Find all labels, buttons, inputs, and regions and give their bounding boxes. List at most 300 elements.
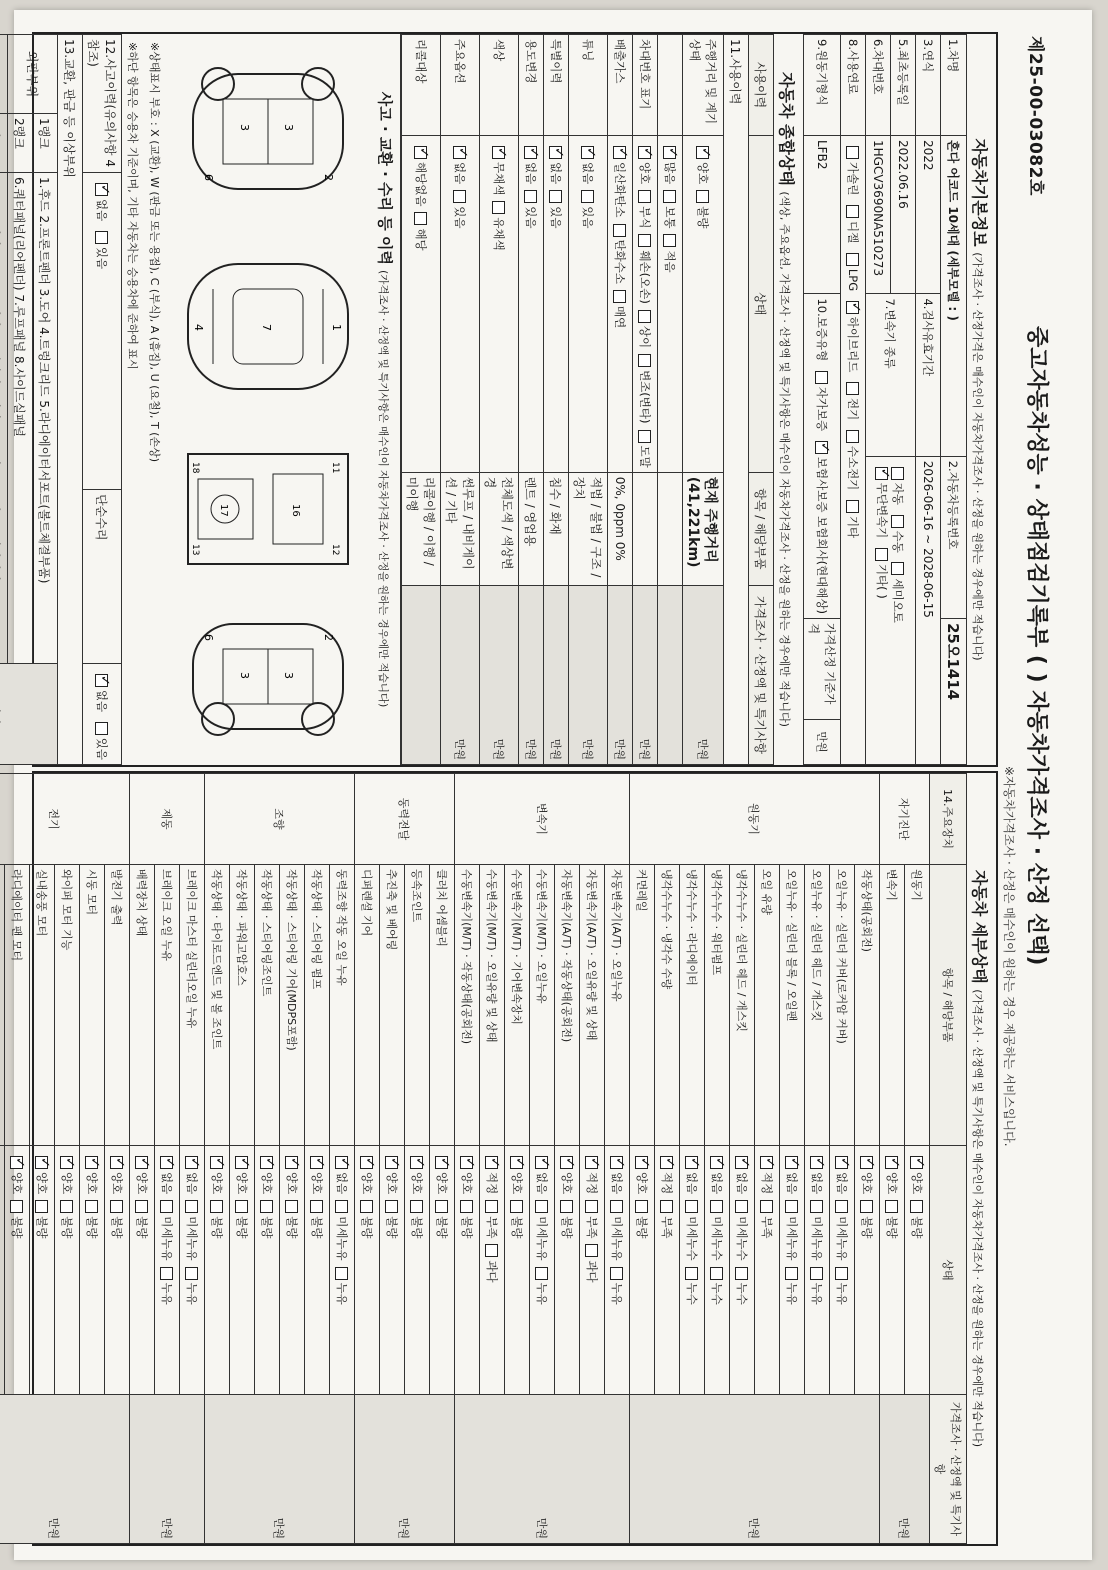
svg-text:6: 6 [202, 174, 215, 181]
overall-row [544, 35, 569, 765]
status-option-label: 미세누유 [810, 1216, 824, 1261]
detail-status [755, 1146, 780, 1395]
overall-row [402, 35, 441, 765]
status-checkbox[interactable] [414, 146, 427, 159]
status-checkbox[interactable] [885, 1200, 898, 1213]
status-checkbox[interactable] [360, 1200, 373, 1213]
overall-row-status [544, 136, 569, 473]
status-option-label: 미세누유 [785, 1216, 799, 1261]
overall-col-item: 사용이력 [749, 35, 774, 136]
detail-item: 오일누유 · 실린더 헤드 / 개스킷 [805, 865, 830, 1146]
status-checkbox[interactable] [860, 1200, 873, 1213]
status-checkbox[interactable] [663, 146, 676, 159]
basic-info-table [803, 34, 967, 765]
status-checkbox[interactable] [585, 1156, 598, 1169]
checkbox-accident-yes[interactable] [95, 231, 108, 244]
detail-status [405, 1146, 430, 1395]
fuel-label: 8.사용연료 [841, 35, 866, 136]
legend-note: ※하단 항목은 승용차 기준이며, 기타 자동차는 승용차에 준하여 표시 [126, 42, 139, 370]
status-option-label: 없음 [549, 162, 563, 185]
status-checkbox[interactable] [685, 1267, 698, 1280]
status-checkbox[interactable] [385, 1156, 398, 1169]
status-checkbox[interactable] [549, 146, 562, 159]
status-checkbox[interactable] [524, 190, 537, 203]
status-option-label: 적정 [585, 1172, 599, 1195]
detail-unit: 만원 [630, 1395, 880, 1544]
status-checkbox[interactable] [760, 1200, 773, 1213]
svg-text:11: 11 [330, 462, 340, 474]
status-option-label: 누수 [710, 1282, 724, 1305]
status-checkbox[interactable] [110, 1156, 123, 1169]
overall-row-label: 주요옵션 [441, 35, 480, 136]
detail-item: 오일누유 · 실린더 블록 / 오일팬 [780, 865, 805, 1146]
status-checkbox[interactable] [735, 1156, 748, 1169]
status-option-label: 불량 [285, 1216, 299, 1239]
detail-unit: 만원 [455, 1395, 630, 1544]
first-reg-value: 2022.06.16 [891, 136, 916, 294]
status-checkbox[interactable] [285, 1200, 298, 1213]
checkbox-manual[interactable] [892, 515, 905, 528]
overall-row-status [569, 136, 608, 473]
legend-symbols: ※상태표시 부호 : X (교환), W (판금 또는 용접), C (부식), A (흠집), U (요철), T (손상) [148, 42, 161, 463]
status-checkbox[interactable] [210, 1156, 223, 1169]
status-checkbox[interactable] [160, 1156, 173, 1169]
status-option-label: 누유 [835, 1282, 849, 1305]
status-checkbox[interactable] [260, 1156, 273, 1169]
detail-item: 배력장치 상태 [130, 865, 155, 1146]
status-checkbox[interactable] [560, 1200, 573, 1213]
status-option-label: 미세누유 [335, 1216, 349, 1261]
status-checkbox[interactable] [85, 1156, 98, 1169]
status-checkbox[interactable] [810, 1200, 823, 1213]
status-option-label: 양호 [285, 1172, 299, 1195]
status-checkbox[interactable] [585, 1244, 598, 1257]
status-checkbox[interactable] [581, 146, 594, 159]
detail-status [305, 1146, 330, 1395]
trans-options: 자동 수동 세미오토 ✓무단변속기 기타( ) [866, 456, 916, 764]
status-option-label: 누유 [535, 1282, 549, 1305]
checkbox-cvt[interactable] [876, 467, 889, 480]
overall-row-unit: 만원 [608, 586, 633, 765]
status-option-label: 불량 [235, 1216, 249, 1239]
status-checkbox[interactable] [885, 1156, 898, 1169]
fuel-options: 가솔린 디젤 LPG ✓하이브리드 전기 수소전기 기타 [841, 136, 866, 765]
year-value: 2022 [916, 136, 941, 294]
overall-row-unit: 만원 [441, 586, 480, 765]
accident-table [0, 34, 122, 765]
status-checkbox[interactable] [610, 1200, 623, 1213]
status-checkbox[interactable] [460, 1156, 473, 1169]
status-checkbox[interactable] [638, 430, 651, 443]
detail-status [180, 1146, 205, 1395]
status-checkbox[interactable] [660, 1156, 673, 1169]
status-checkbox[interactable] [613, 224, 626, 237]
detail-item: 수동변속기(M/T) · 오일유량 및 상태 [480, 865, 505, 1146]
status-option-label: 불량 [560, 1216, 574, 1239]
status-checkbox[interactable] [696, 190, 709, 203]
status-checkbox[interactable] [581, 190, 594, 203]
left-panel [12, 32, 998, 767]
year-label: 3.연식 [916, 35, 941, 136]
overall-row-label: 차대번호 표기 [633, 35, 658, 136]
detail-status [230, 1146, 255, 1395]
period-label: 4.검사유효기간 [916, 294, 941, 456]
status-checkbox[interactable] [810, 1267, 823, 1280]
detail-status [680, 1146, 705, 1395]
status-option-label: 양호 [310, 1172, 324, 1195]
overall-row-detail [658, 472, 683, 585]
status-checkbox[interactable] [710, 1200, 723, 1213]
status-option-label: 불량 [210, 1216, 224, 1239]
overall-rows [402, 35, 749, 765]
overall-row-unit: 만원 [633, 586, 658, 765]
status-option-label: 양호 [510, 1172, 524, 1195]
checkbox-semiauto[interactable] [892, 562, 905, 575]
status-checkbox[interactable] [492, 146, 505, 159]
status-checkbox[interactable] [485, 1156, 498, 1169]
svg-text:3: 3 [282, 672, 295, 679]
status-checkbox[interactable] [453, 146, 466, 159]
rankA-label [0, 114, 8, 173]
status-checkbox[interactable] [135, 1200, 148, 1213]
status-checkbox[interactable] [435, 1156, 448, 1169]
status-checkbox[interactable] [524, 146, 537, 159]
detail-item: 동력조향 작동 오일 누유 [330, 865, 355, 1146]
status-checkbox[interactable] [910, 1156, 923, 1169]
detail-item [0, 865, 5, 1146]
status-option-label: 없음 [685, 1172, 699, 1195]
detail-item: 수동변속기(M/T) · 작동상태(공회전) [455, 865, 480, 1146]
status-checkbox[interactable] [635, 1156, 648, 1169]
car-side-left-diagram [173, 44, 363, 219]
status-option-label: 불량 [860, 1216, 874, 1239]
overall-row-status [633, 136, 658, 473]
status-checkbox[interactable] [414, 212, 427, 225]
status-checkbox[interactable] [235, 1156, 248, 1169]
status-checkbox[interactable] [260, 1200, 273, 1213]
status-checkbox[interactable] [185, 1267, 198, 1280]
status-checkbox[interactable] [360, 1156, 373, 1169]
status-option-label: 불량 [85, 1216, 99, 1239]
status-option-label: 누수 [735, 1282, 749, 1305]
status-checkbox[interactable] [453, 190, 466, 203]
status-option-label: 없음 [581, 162, 595, 185]
status-checkbox[interactable] [485, 1244, 498, 1257]
status-checkbox[interactable] [235, 1200, 248, 1213]
status-checkbox[interactable] [210, 1200, 223, 1213]
status-option-label: 양호 [60, 1172, 74, 1195]
status-checkbox[interactable] [285, 1156, 298, 1169]
status-checkbox[interactable] [135, 1156, 148, 1169]
status-checkbox[interactable] [160, 1267, 173, 1280]
svg-text:16: 16 [290, 504, 301, 517]
status-checkbox[interactable] [835, 1200, 848, 1213]
status-option-label: 누유 [610, 1282, 624, 1305]
status-checkbox[interactable] [663, 190, 676, 203]
overall-row-status [519, 136, 544, 473]
status-checkbox[interactable] [185, 1156, 198, 1169]
status-option-label: 부족 [760, 1216, 774, 1239]
status-checkbox[interactable] [638, 234, 651, 247]
status-checkbox[interactable] [335, 1156, 348, 1169]
status-checkbox[interactable] [60, 1156, 73, 1169]
detail-status [0, 1146, 5, 1395]
rank2-items: 6.쿼터패널(리어펜더) 7.루프패널 8.사이드실패널 [8, 173, 33, 664]
overall-row-detail: 0%, 0ppm 0% [608, 472, 633, 585]
simple-repair-options: ✓없음 있음 [83, 663, 122, 764]
detail-status [205, 1146, 230, 1395]
status-option-label: 양호 [235, 1172, 249, 1195]
status-option-label: 불량 [910, 1216, 924, 1239]
rank1-label: 1랭크 [33, 114, 58, 173]
vin-label: 6.차대번호 [866, 35, 891, 136]
status-checkbox[interactable] [510, 1200, 523, 1213]
checkbox-self-warranty[interactable] [815, 371, 828, 384]
status-checkbox[interactable] [735, 1200, 748, 1213]
status-checkbox[interactable] [610, 1267, 623, 1280]
overall-col-price: 가격조사 · 산정액 및 특기사항 [749, 586, 774, 765]
status-checkbox[interactable] [610, 1156, 623, 1169]
detail-row [330, 774, 355, 1544]
detail-item: 라디에이터 팬 모터 [5, 865, 30, 1146]
status-checkbox[interactable] [85, 1200, 98, 1213]
status-checkbox[interactable] [638, 146, 651, 159]
status-checkbox[interactable] [613, 290, 626, 303]
detail-item: 등속조인트 [405, 865, 430, 1146]
document-title: 중고자동차성능 · 상태점검기록부 ( ) 자동차가격조사 · 산정 선택) [1024, 326, 1049, 966]
checkbox-trans-other[interactable] [876, 548, 889, 561]
status-checkbox[interactable] [335, 1200, 348, 1213]
status-checkbox[interactable] [535, 1156, 548, 1169]
status-checkbox[interactable] [35, 1200, 48, 1213]
checkbox-hybrid[interactable] [846, 301, 859, 314]
detail-item: 자동변속기(A/T) · 작동상태(공회전) [555, 865, 580, 1146]
detail-col-main: 14.주요장치 [930, 774, 967, 865]
status-option-label: 불량 [460, 1216, 474, 1239]
checkbox-auto[interactable] [892, 467, 905, 480]
detail-row [105, 774, 130, 1544]
status-checkbox[interactable] [310, 1156, 323, 1169]
status-checkbox[interactable] [585, 1200, 598, 1213]
status-option-label: 적음 [663, 250, 677, 273]
status-checkbox[interactable] [310, 1200, 323, 1213]
status-checkbox[interactable] [785, 1156, 798, 1169]
price-unit: 만원 [804, 720, 841, 765]
status-checkbox[interactable] [60, 1200, 73, 1213]
status-option-label: 불량 [385, 1216, 399, 1239]
inspection-paper [10, 10, 1092, 1560]
checkbox-gasoline[interactable] [846, 146, 859, 159]
detail-status [480, 1146, 505, 1395]
checkbox-insurance-warranty[interactable] [815, 441, 828, 454]
status-option-label: 불량 [110, 1216, 124, 1239]
detail-status [655, 1146, 680, 1395]
detail-unit: 만원 [0, 1395, 130, 1544]
checkbox-simple-yes[interactable] [95, 722, 108, 735]
status-option-label: 양호 [638, 162, 652, 185]
checkbox-diesel[interactable] [846, 205, 859, 218]
status-checkbox[interactable] [335, 1267, 348, 1280]
detail-item: 변속기 [880, 865, 905, 1146]
overall-row-unit [658, 586, 683, 765]
status-option-label: 불량 [35, 1216, 49, 1239]
status-checkbox[interactable] [635, 1200, 648, 1213]
status-checkbox[interactable] [385, 1200, 398, 1213]
status-option-label: 많음 [663, 162, 677, 185]
detail-item: 원동기 [905, 865, 930, 1146]
status-checkbox[interactable] [492, 201, 505, 214]
svg-text:4: 4 [192, 324, 205, 331]
status-checkbox[interactable] [685, 1200, 698, 1213]
status-option-label: 양호 [260, 1172, 274, 1195]
warranty-options: 10.보증유형 자가보증 ✓보험사보증 보험회사(현대해상) [804, 294, 841, 619]
status-checkbox[interactable] [835, 1156, 848, 1169]
svg-text:18: 18 [190, 462, 200, 474]
status-checkbox[interactable] [685, 1156, 698, 1169]
reg-value: 25오1414 [941, 619, 967, 765]
status-checkbox[interactable] [110, 1200, 123, 1213]
status-option-label: 양호 [110, 1172, 124, 1195]
status-checkbox[interactable] [35, 1156, 48, 1169]
detail-status [905, 1146, 930, 1395]
status-checkbox[interactable] [410, 1200, 423, 1213]
status-option-label: 일산화탄소 [613, 162, 627, 218]
status-checkbox[interactable] [10, 1200, 23, 1213]
status-option-label: 없음 [835, 1172, 849, 1195]
status-checkbox[interactable] [10, 1156, 23, 1169]
status-option-label: 부족 [485, 1216, 499, 1239]
status-checkbox[interactable] [810, 1156, 823, 1169]
overall-title: 자동차 종합상태 (색상, 주요옵션, 가격조사 · 산정액 및 특기사항은 매수인이 자동차가격조사 · 산정을 원하는 경우에만 적습니다) [777, 72, 796, 727]
status-option-label: 불량 [360, 1216, 374, 1239]
detail-row [605, 774, 630, 1544]
status-checkbox[interactable] [663, 234, 676, 247]
status-checkbox[interactable] [910, 1200, 923, 1213]
status-option-label: 있음 [524, 206, 538, 229]
status-checkbox[interactable] [735, 1267, 748, 1280]
detail-item: 자동변속기(A/T) · 오일유량 및 상태 [580, 865, 605, 1146]
status-option-label: 불량 [435, 1216, 449, 1239]
status-option-label: 양호 [435, 1172, 449, 1195]
status-checkbox[interactable] [160, 1200, 173, 1213]
detail-item: 자동변속기(A/T) · 오일누유 [605, 865, 630, 1146]
detail-item: 발전기 출력 [105, 865, 130, 1146]
status-checkbox[interactable] [613, 146, 626, 159]
status-checkbox[interactable] [860, 1156, 873, 1169]
status-checkbox[interactable] [560, 1156, 573, 1169]
detail-item: 브레이크 마스터 실린더오일 누유 [180, 865, 205, 1146]
status-checkbox[interactable] [638, 190, 651, 203]
status-checkbox[interactable] [710, 1267, 723, 1280]
overall-row-status [658, 136, 683, 473]
status-checkbox[interactable] [185, 1200, 198, 1213]
checkbox-electric[interactable] [846, 382, 859, 395]
checkbox-simple-none[interactable] [95, 674, 108, 687]
detail-item: 작동상태 · 스티어링조인트 [255, 865, 280, 1146]
checkbox-lpg[interactable] [846, 253, 859, 266]
detail-row [855, 774, 880, 1544]
status-checkbox[interactable] [410, 1156, 423, 1169]
overall-row [658, 35, 683, 765]
checkbox-accident-none[interactable] [95, 183, 108, 196]
detail-status [630, 1146, 655, 1395]
status-option-label: 양호 [360, 1172, 374, 1195]
status-option-label: 있음 [581, 206, 595, 229]
overall-row-label: 색상 [480, 35, 519, 136]
status-option-label: 불량 [310, 1216, 324, 1239]
checkbox-fuel-other[interactable] [846, 500, 859, 513]
detail-device: 제동 [130, 774, 205, 865]
status-checkbox[interactable] [638, 354, 651, 367]
car-frame-diagram [173, 434, 363, 584]
detail-device: 동력전달 [355, 774, 455, 865]
status-checkbox[interactable] [535, 1267, 548, 1280]
status-option-label: 부족 [660, 1216, 674, 1239]
overall-row-unit: 만원 [569, 586, 608, 765]
status-checkbox[interactable] [696, 146, 709, 159]
status-option-label: 없음 [735, 1172, 749, 1195]
detail-row [905, 774, 930, 1544]
status-option-label: 불량 [135, 1216, 149, 1239]
status-checkbox[interactable] [435, 1200, 448, 1213]
detail-status [880, 1146, 905, 1395]
svg-text:12: 12 [330, 544, 340, 556]
status-checkbox[interactable] [535, 1200, 548, 1213]
detail-status [730, 1146, 755, 1395]
overall-row-label: 리콜대상 [402, 35, 441, 136]
rankA-items [0, 173, 8, 664]
detail-status [505, 1146, 530, 1395]
status-checkbox[interactable] [710, 1156, 723, 1169]
status-checkbox[interactable] [760, 1156, 773, 1169]
status-option-label: 있음 [453, 206, 467, 229]
status-checkbox[interactable] [510, 1156, 523, 1169]
reg-label: 2.자동차등록번호 [941, 456, 967, 618]
detail-item: 시동 모터 [80, 865, 105, 1146]
overall-row-detail [633, 472, 658, 585]
overall-row-label: 주행거리 및 계기상태 [683, 35, 724, 136]
overall-row [683, 35, 724, 765]
status-option-label: 불량 [410, 1216, 424, 1239]
vin-value: 1HGCV3690NA510273 [866, 136, 891, 294]
accident-title: 사고 · 교환 · 수리 등 이력 (가격조사 · 산정액 및 특기사항은 매수인이 자동차가격조사 · 산정을 원하는 경우에만 적습니다) [371, 34, 401, 765]
detail-col-status: 상태 [930, 1146, 967, 1395]
status-checkbox[interactable] [638, 310, 651, 323]
document-number: 제25-00-03082호 [1025, 36, 1045, 196]
status-checkbox[interactable] [549, 190, 562, 203]
status-option-label: 보통 [663, 206, 677, 229]
car-diagrams [166, 34, 371, 765]
status-checkbox[interactable] [660, 1200, 673, 1213]
status-checkbox[interactable] [460, 1200, 473, 1213]
overall-row-label: 배출가스 [608, 35, 633, 136]
detail-status [605, 1146, 630, 1395]
overall-row-unit: 만원 [683, 586, 724, 765]
overall-row-label: 특별이력 [544, 35, 569, 136]
status-checkbox[interactable] [835, 1267, 848, 1280]
period-value: 2026-06-16 ~ 2028-06-15 [916, 456, 941, 764]
detail-status [805, 1146, 830, 1395]
status-checkbox[interactable] [485, 1200, 498, 1213]
status-checkbox[interactable] [785, 1267, 798, 1280]
status-checkbox[interactable] [785, 1200, 798, 1213]
status-option-label: 양호 [560, 1172, 574, 1195]
detail-status [580, 1146, 605, 1395]
detail-title: 자동차 세부상태 (가격조사 · 산정액 및 특기사항은 매수인이 자동차가격조사 · 산정을 원하는 경우에만 적습니다) [970, 869, 989, 1448]
status-option-label: 양호 [135, 1172, 149, 1195]
status-option-label: 부족 [585, 1216, 599, 1239]
checkbox-hydrogen[interactable] [846, 430, 859, 443]
